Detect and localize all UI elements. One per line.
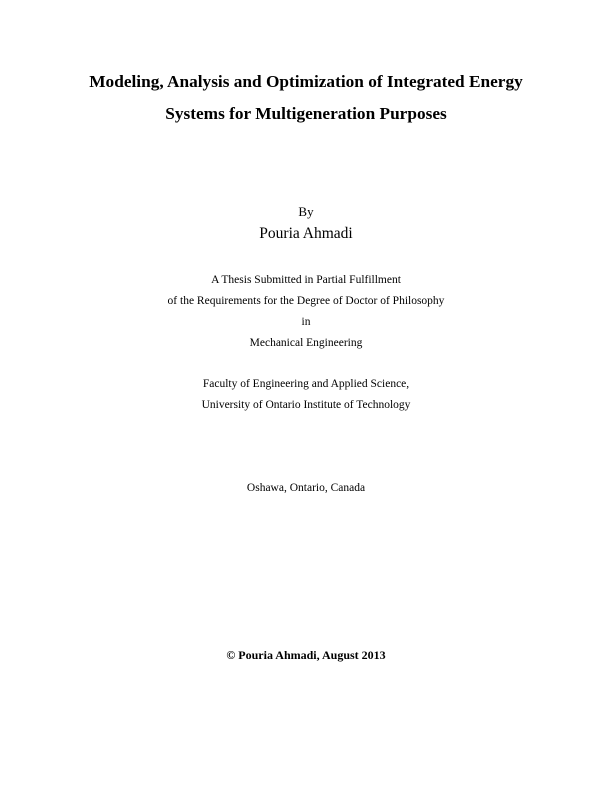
by-label: By xyxy=(298,204,314,219)
faculty-name: Faculty of Engineering and Applied Science, xyxy=(202,378,410,390)
degree-line-2: of the Requirements for the Degree of Doctor of Philosophy xyxy=(167,295,445,307)
university-name: University of Ontario Institute of Technology xyxy=(201,399,411,411)
location: Oshawa, Ontario, Canada xyxy=(246,482,366,494)
degree-program: Mechanical Engineering xyxy=(249,337,363,349)
degree-line-1: A Thesis Submitted in Partial Fulfillment xyxy=(211,274,401,286)
degree-line-3: in xyxy=(301,316,311,328)
thesis-title-line-1: Modeling, Analysis and Optimization of Integrated Energy xyxy=(89,72,523,91)
copyright-notice: © Pouria Ahmadi, August 2013 xyxy=(226,648,386,662)
thesis-title-line-2: Systems for Multigeneration Purposes xyxy=(165,104,447,123)
author-name: Pouria Ahmadi xyxy=(259,225,353,242)
